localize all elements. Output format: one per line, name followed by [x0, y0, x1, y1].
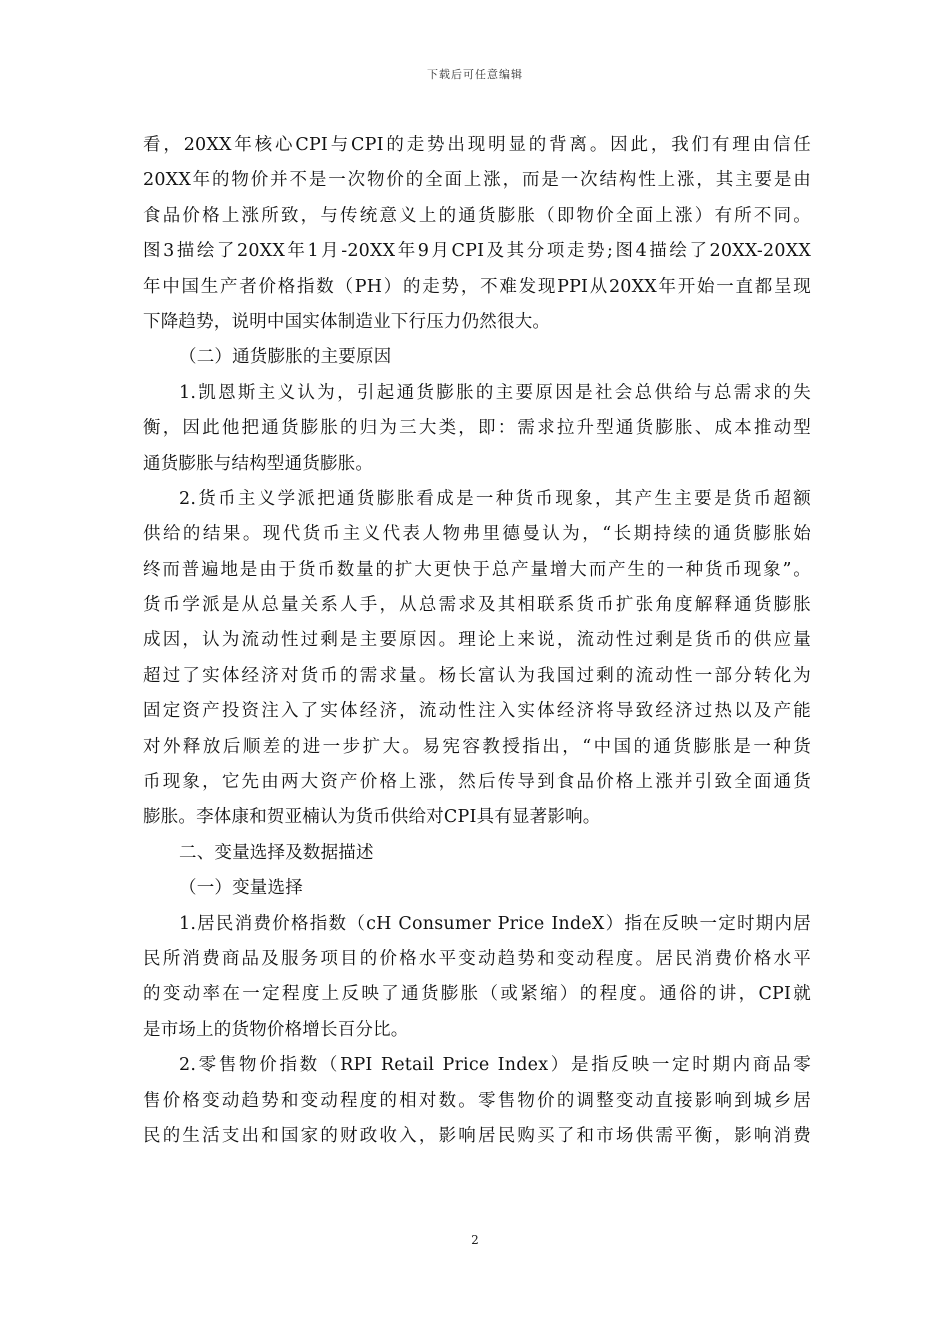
body-line: 图3描绘了20XX年1月-20XX年9月CPI及其分项走势;图4描绘了20XX-20XX — [143, 241, 811, 262]
paragraph-first-line: 2.货币主义学派把通货膨胀看成是一种货币现象，其产生主要是货币超额 — [179, 488, 811, 509]
body-line: 民的生活支出和国家的财政收入，影响居民购买了和市场供需平衡，影响消费 — [143, 1125, 811, 1146]
paragraph-first-line: 1.凯恩斯主义认为，引起通货膨胀的主要原因是社会总供给与总需求的失 — [179, 382, 811, 403]
body-line: 对外释放后顺差的进一步扩大。易宪容教授指出，“中国的通货膨胀是一种货 — [143, 736, 811, 757]
body-line: 售价格变动趋势和变动程度的相对数。零售物价的调整变动直接影响到城乡居 — [143, 1090, 811, 1111]
section-heading: 二、变量选择及数据描述 — [179, 842, 374, 863]
body-line: 成因，认为流动性过剩是主要原因。理论上来说，流动性过剩是货币的供应量 — [143, 630, 811, 651]
document-body — [143, 128, 811, 1154]
body-line: 固定资产投资注入了实体经济，流动性注入实体经济将导致经济过热以及产能 — [143, 701, 811, 722]
body-line: 币现象，它先由两大资产价格上涨，然后传导到食品价格上涨并引致全面通货 — [143, 772, 811, 793]
body-line: 年中国生产者价格指数（PH）的走势，不难发现PPI从20XX年开始一直都呈现 — [143, 276, 811, 297]
subsection-heading: （一）变量选择 — [179, 878, 303, 899]
body-line: 食品价格上涨所致，与传统意义上的通货膨胀（即物价全面上涨）有所不同。 — [143, 205, 811, 226]
page-header: 下载后可任意编辑 — [427, 68, 523, 81]
body-line: 超过了实体经济对货币的需求量。杨长富认为我国过剩的流动性一部分转化为 — [143, 665, 811, 686]
section-heading: （二）通货膨胀的主要原因 — [179, 347, 392, 368]
body-line: 通货膨胀与结构型通货膨胀。 — [143, 453, 374, 474]
body-line: 膨胀。李体康和贺亚楠认为货币供给对CPI具有显著影响。 — [143, 807, 601, 828]
paragraph-first-line: 1.居民消费价格指数（cH Consumer Price IndeX）指在反映一定时期内居 — [179, 913, 811, 934]
body-line: 20XX年的物价并不是一次物价的全面上涨，而是一次结构性上涨，其主要是由 — [143, 170, 811, 191]
body-line: 终而普遍地是由于货币数量的扩大更快于总产量增大而产生的一种货币现象”。 — [143, 559, 811, 580]
body-line: 衡，因此他把通货膨胀的归为三大类，即：需求拉升型通货膨胀、成本推动型 — [143, 418, 811, 439]
body-line: 下降趋势，说明中国实体制造业下行压力仍然很大。 — [143, 311, 551, 332]
body-line: 是市场上的货物价格增长百分比。 — [143, 1019, 409, 1040]
body-line: 货币学派是从总量关系人手，从总需求及其相联系货币扩张角度解释通货膨胀 — [143, 595, 811, 616]
body-line: 供给的结果。现代货币主义代表人物弗里德曼认为，“长期持续的通货膨胀始 — [143, 524, 811, 545]
body-line: 看，20XX年核心CPI与CPI的走势出现明显的背离。因此，我们有理由信任 — [143, 135, 811, 155]
body-line: 民所消费商品及服务项目的价格水平变动趋势和变动程度。居民消费价格水平 — [143, 948, 811, 969]
page-number: 2 — [471, 1233, 479, 1247]
paragraph-first-line: 2.零售物价指数（RPI Retail Price Index）是指反映一定时期内商品零 — [179, 1055, 811, 1076]
body-line: 的变动率在一定程度上反映了通货膨胀（或紧缩）的程度。通俗的讲，CPI就 — [143, 984, 811, 1005]
